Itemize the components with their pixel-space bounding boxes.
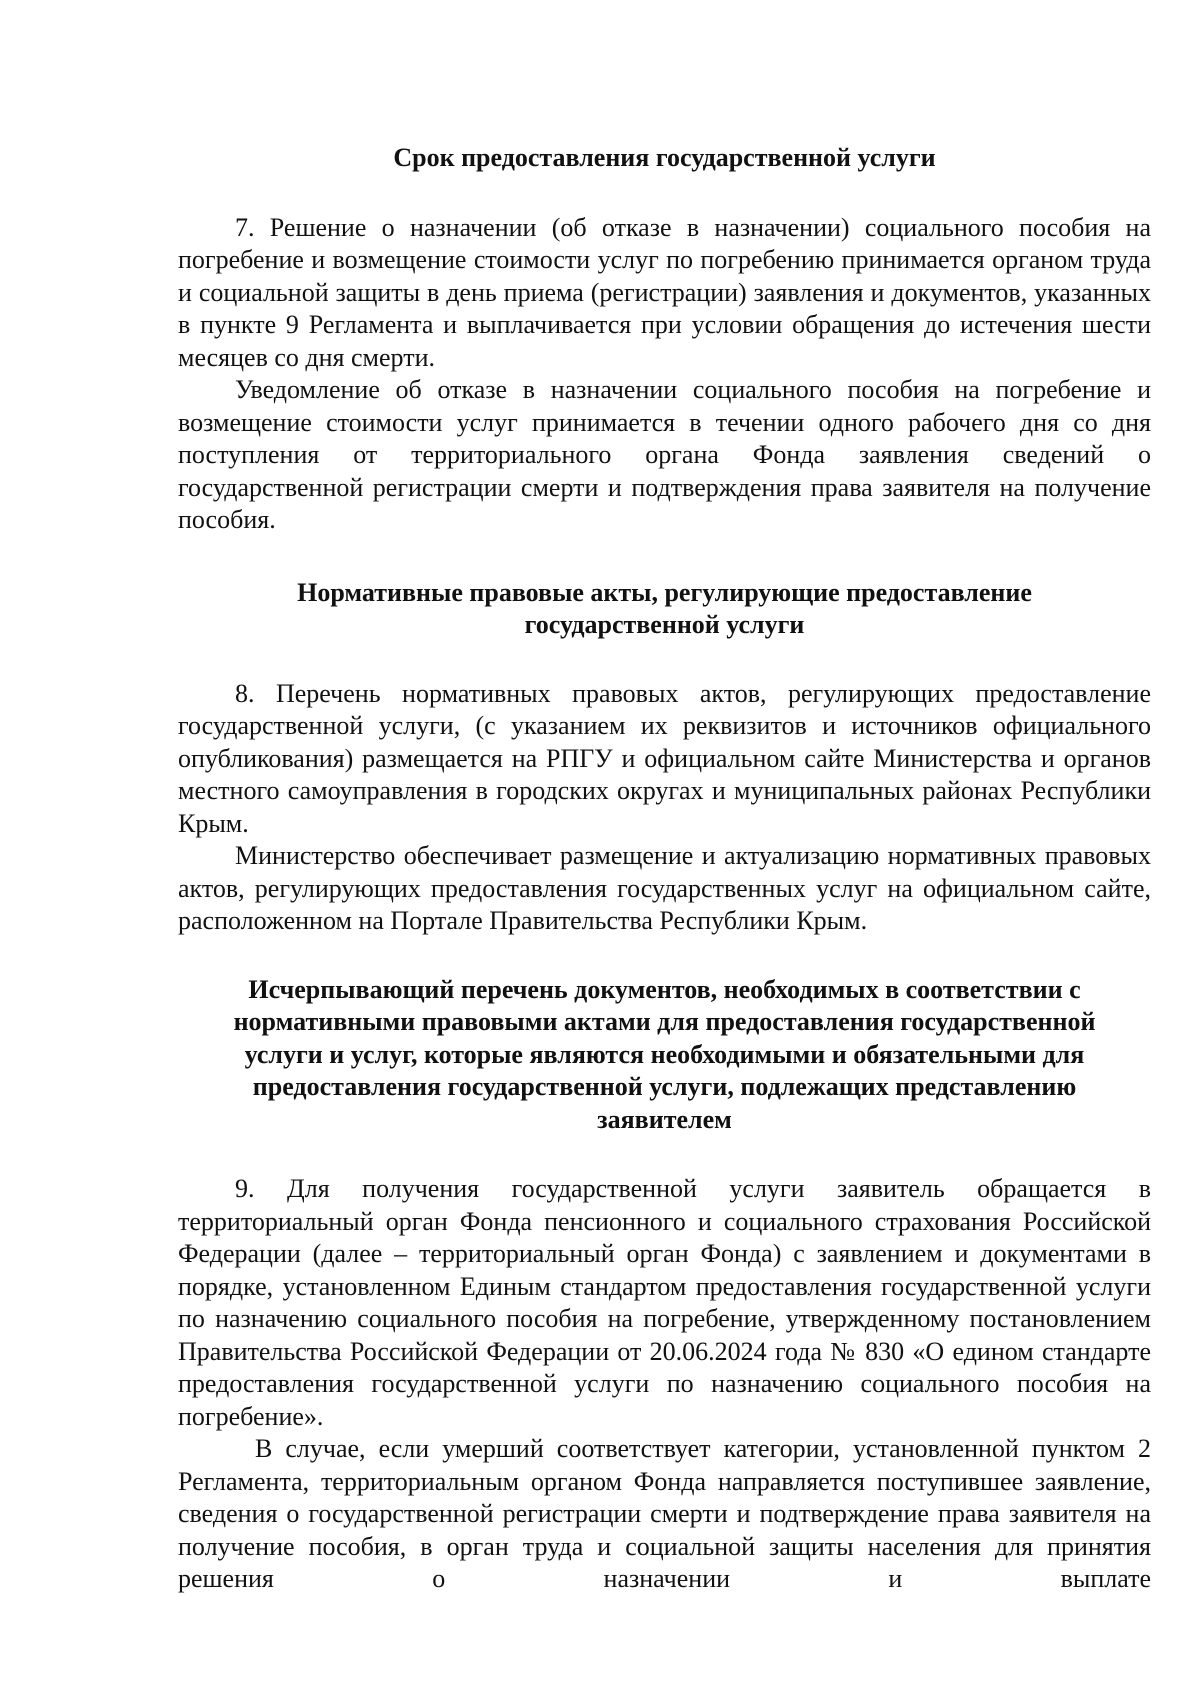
paragraph-7: 7. Решение о назначении (об отказе в назначении) социального пособия на погребение и возмещение стоимости услуг по погребению принимается органом труда и социальной защиты в день приема (регистрации) заявления и документов, указанных в пункте 9 Регламента и выплачивается при условии обращения до истечения шести месяцев со дня смерти.	[178, 212, 1151, 372]
heading-line: услуги и услуг, которые являются необходимыми и обязательными для	[244, 1039, 1085, 1069]
heading-line: нормативными правовыми актами для предоставления государственной	[233, 1007, 1096, 1036]
heading-line: Срок предоставления государственной услуги	[393, 143, 936, 172]
document-body	[178, 142, 1151, 1596]
section-heading-service-term	[178, 142, 1151, 175]
paragraph-9: 9. Для получения государственной услуги заявитель обращается в территориальный орган Фонда пенсионного и социального страхования Российской Федерации (далее – территориальный орган Фонда) с заявлением и документами в порядке, установленном Единым стандартом предоставления государственной услуги по назначению социального пособия на погребение, утвержденному постановлением Правительства Российской Федерации от 20.06.2024 года № 830 «О едином стандарте предоставления государственной услуги по назначению социального пособия на погребение».	[178, 1174, 1151, 1431]
heading-line: Нормативные правовые акты, регулирующие предоставление	[297, 577, 1032, 607]
paragraph-9-deceased-category: В случае, если умерший соответствует категории, установленной пунктом 2 Регламента, территориальным органом Фонда направляется поступившее заявление, сведения о государственной регистрации смерти и подтверждение права заявителя на получение пособия, в орган труда и социальной защиты населения для принятия решения о назначении и выплате	[178, 1434, 1151, 1593]
section-heading-legal-acts	[178, 577, 1151, 642]
paragraph-7-notification: Уведомление об отказе в назначении социального пособия на погребение и возмещение стоимости услуг принимается в течении одного рабочего дня со дня поступления от территориального органа Фонда заявления сведений о государственной регистрации смерти и подтверждения права заявителя на получение пособия.	[178, 375, 1151, 534]
section-heading-documents-list	[178, 974, 1151, 1137]
heading-line: государственной услуги	[524, 610, 805, 639]
paragraph-8: 8. Перечень нормативных правовых актов, регулирующих предоставление государственной услуги, (с указанием их реквизитов и источников официального опубликования) размещается на РПГУ и официальном сайте Министерства и органов местного самоуправления в городских округах и муниципальных районах Республики Крым.	[178, 678, 1151, 838]
heading-line: предоставления государственной услуги, подлежащих представлению	[252, 1072, 1077, 1101]
heading-line: заявителем	[597, 1104, 732, 1134]
heading-line: Исчерпывающий перечень документов, необходимых в соответствии с	[248, 974, 1081, 1004]
paragraph-8-ministry: Министерство обеспечивает размещение и актуализацию нормативных правовых актов, регулирующих предоставления государственных услуг на официальном сайте, расположенном на Портале Правительства Республики Крым.	[178, 841, 1151, 935]
